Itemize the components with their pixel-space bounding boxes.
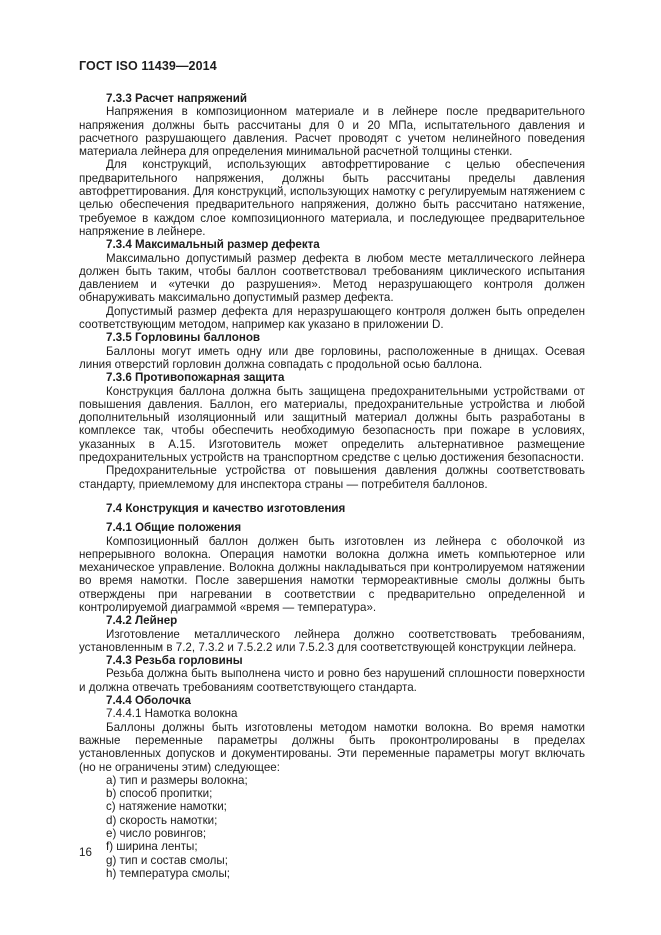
- parameter-list: [79, 774, 585, 880]
- section-heading-7-4-3: 7.4.3 Резьба горловины: [106, 654, 243, 668]
- section-heading-7-3-5: 7.3.5 Горловины баллонов: [106, 331, 261, 345]
- list-item: d) скорость намотки;: [106, 813, 218, 827]
- paragraph: [79, 535, 585, 615]
- paragraph-text: Изготовление металлического лейнера должно соответствовать требованиям, установленным в 7.2, 7.3.2 и 7.5.2.2 или 7.5.2.3 для соответствующей конструкции лейнера.: [79, 627, 585, 654]
- section-heading-7-4-1: 7.4.1 Общие положения: [106, 521, 242, 535]
- list-item: f) ширина ленты;: [106, 840, 198, 854]
- paragraph-text: Максимально допустимый размер дефекта в любом месте металлического лейнера должен быть таким, чтобы баллон соответствовал требованиям циклического испытания давлением и «утечки до разрушения». Метод неразрушающего контроля должен обнаруживать максимально допустимый размер дефекта.: [79, 251, 585, 305]
- section-gap: [79, 491, 585, 502]
- list-item: h) температура смолы;: [106, 866, 230, 880]
- paragraph: [79, 345, 585, 372]
- section-heading-7-4-2: 7.4.2 Лейнер: [106, 614, 178, 628]
- paragraph: [79, 721, 585, 774]
- list-item: g) тип и состав смолы;: [106, 853, 228, 867]
- subsection-heading-7-4-4-1: 7.4.4.1 Намотка волокна: [106, 707, 238, 721]
- paragraph-text: Конструкция баллона должна быть защищена предохранительными устройствами от повышения давления. Баллон, его материалы, предохранительные устройства и любой дополнительный изоляционный или защитный материал должны быть разработаны в комплексе так, чтобы обеспечить необходимую безопасность при пожаре в условиях, указанных в А.15. Изготовитель может определить альтернативное размещение предохранительных устройств на транспортном средстве с целью достижения безопасности.: [79, 384, 585, 465]
- section-heading-7-3-3: 7.3.3 Расчет напряжений: [106, 92, 248, 105]
- section-heading-7-4-4: 7.4.4 Оболочка: [106, 694, 191, 708]
- list-item: e) число ровингов;: [106, 827, 207, 841]
- paragraph-text: Резьба должна быть выполнена чисто и ровно без нарушений сплошности поверхности и должна отвечать требованиям соответствующего стандарта.: [79, 667, 585, 694]
- section-heading-7-3-6: 7.3.6 Противопожарная защита: [106, 371, 285, 385]
- paragraph: [79, 464, 585, 491]
- paragraph-text: Баллоны могут иметь одну или две горловины, расположенные в днищах. Осевая линия отверстий горловин должна совпадать с продольной осью баллона.: [79, 344, 585, 371]
- section-heading-7-4: 7.4 Конструкция и качество изготовления: [106, 501, 346, 515]
- paragraph: [79, 105, 585, 158]
- page-number: 16: [79, 846, 92, 859]
- paragraph-text: Композиционный баллон должен быть изготовлен из лейнера с оболочкой из непрерывного волокна. Операция намотки волокна должна иметь компьютерное или механическое управление. Волокна должны накладываться при контролируемом натяжении во время намотки. После завершения намотки термореактивные смолы должны быть отверждены при нагревании в соответствии с предварительно определенной и контролируемой диаграммой «время — температура».: [79, 534, 585, 614]
- list-item: b) способ пропитки;: [106, 787, 213, 801]
- paragraph-text: Допустимый размер дефекта для неразрушающего контроля должен быть определен соответствующим методом, например как указано в приложении D.: [79, 304, 585, 332]
- section-heading-7-3-4: 7.3.4 Максимальный размер дефекта: [106, 238, 320, 252]
- paragraph: [79, 252, 585, 305]
- list-item: a) тип и размеры волокна;: [106, 773, 248, 787]
- paragraph-text: Предохранительные устройства от повышения давления должны соответствовать стандарту, приемлемому для инспектора страны — потребителя баллонов.: [79, 464, 585, 491]
- paragraph-text: Для конструкций, использующих автофреттирование с целью обеспечения предварительного напряжения, должны быть рассчитаны пределы давления автофреттирования. Для конструкций, использующих намотку с регулируемым натяжением с целью обеспечения предварительного напряжения, должно быть рассчитано натяжение, требуемое в каждом слое композиционного материала, и последующее предварительное напряжение в лейнере.: [79, 158, 585, 238]
- paragraph: [79, 158, 585, 238]
- paragraph: [79, 628, 585, 655]
- standard-header: ГОСТ ISO 11439—2014: [79, 59, 217, 73]
- paragraph: [79, 385, 585, 465]
- paragraph: [79, 667, 585, 694]
- paragraph: [79, 305, 585, 332]
- list-item: c) натяжение намотки;: [106, 800, 227, 814]
- paragraph-text: Напряжения в композиционном материале и в лейнере после предварительного напряжения должны быть рассчитаны для 0 и 20 МПа, испытательного давления и расчетного разрушающего давления. Расчет проводят с учетом нелинейного поведения материала лейнера для определения минимальной расчетной толщины стенки.: [79, 105, 585, 159]
- paragraph-text: Баллоны должны быть изготовлены методом намотки волокна. Во время намотки важные переменные параметры должны быть проконтролированы в пределах установленных допусков и документированы. Эти переменные параметры могут включать (но не ограничены этим) следующее:: [79, 720, 585, 774]
- document-body: [79, 92, 585, 880]
